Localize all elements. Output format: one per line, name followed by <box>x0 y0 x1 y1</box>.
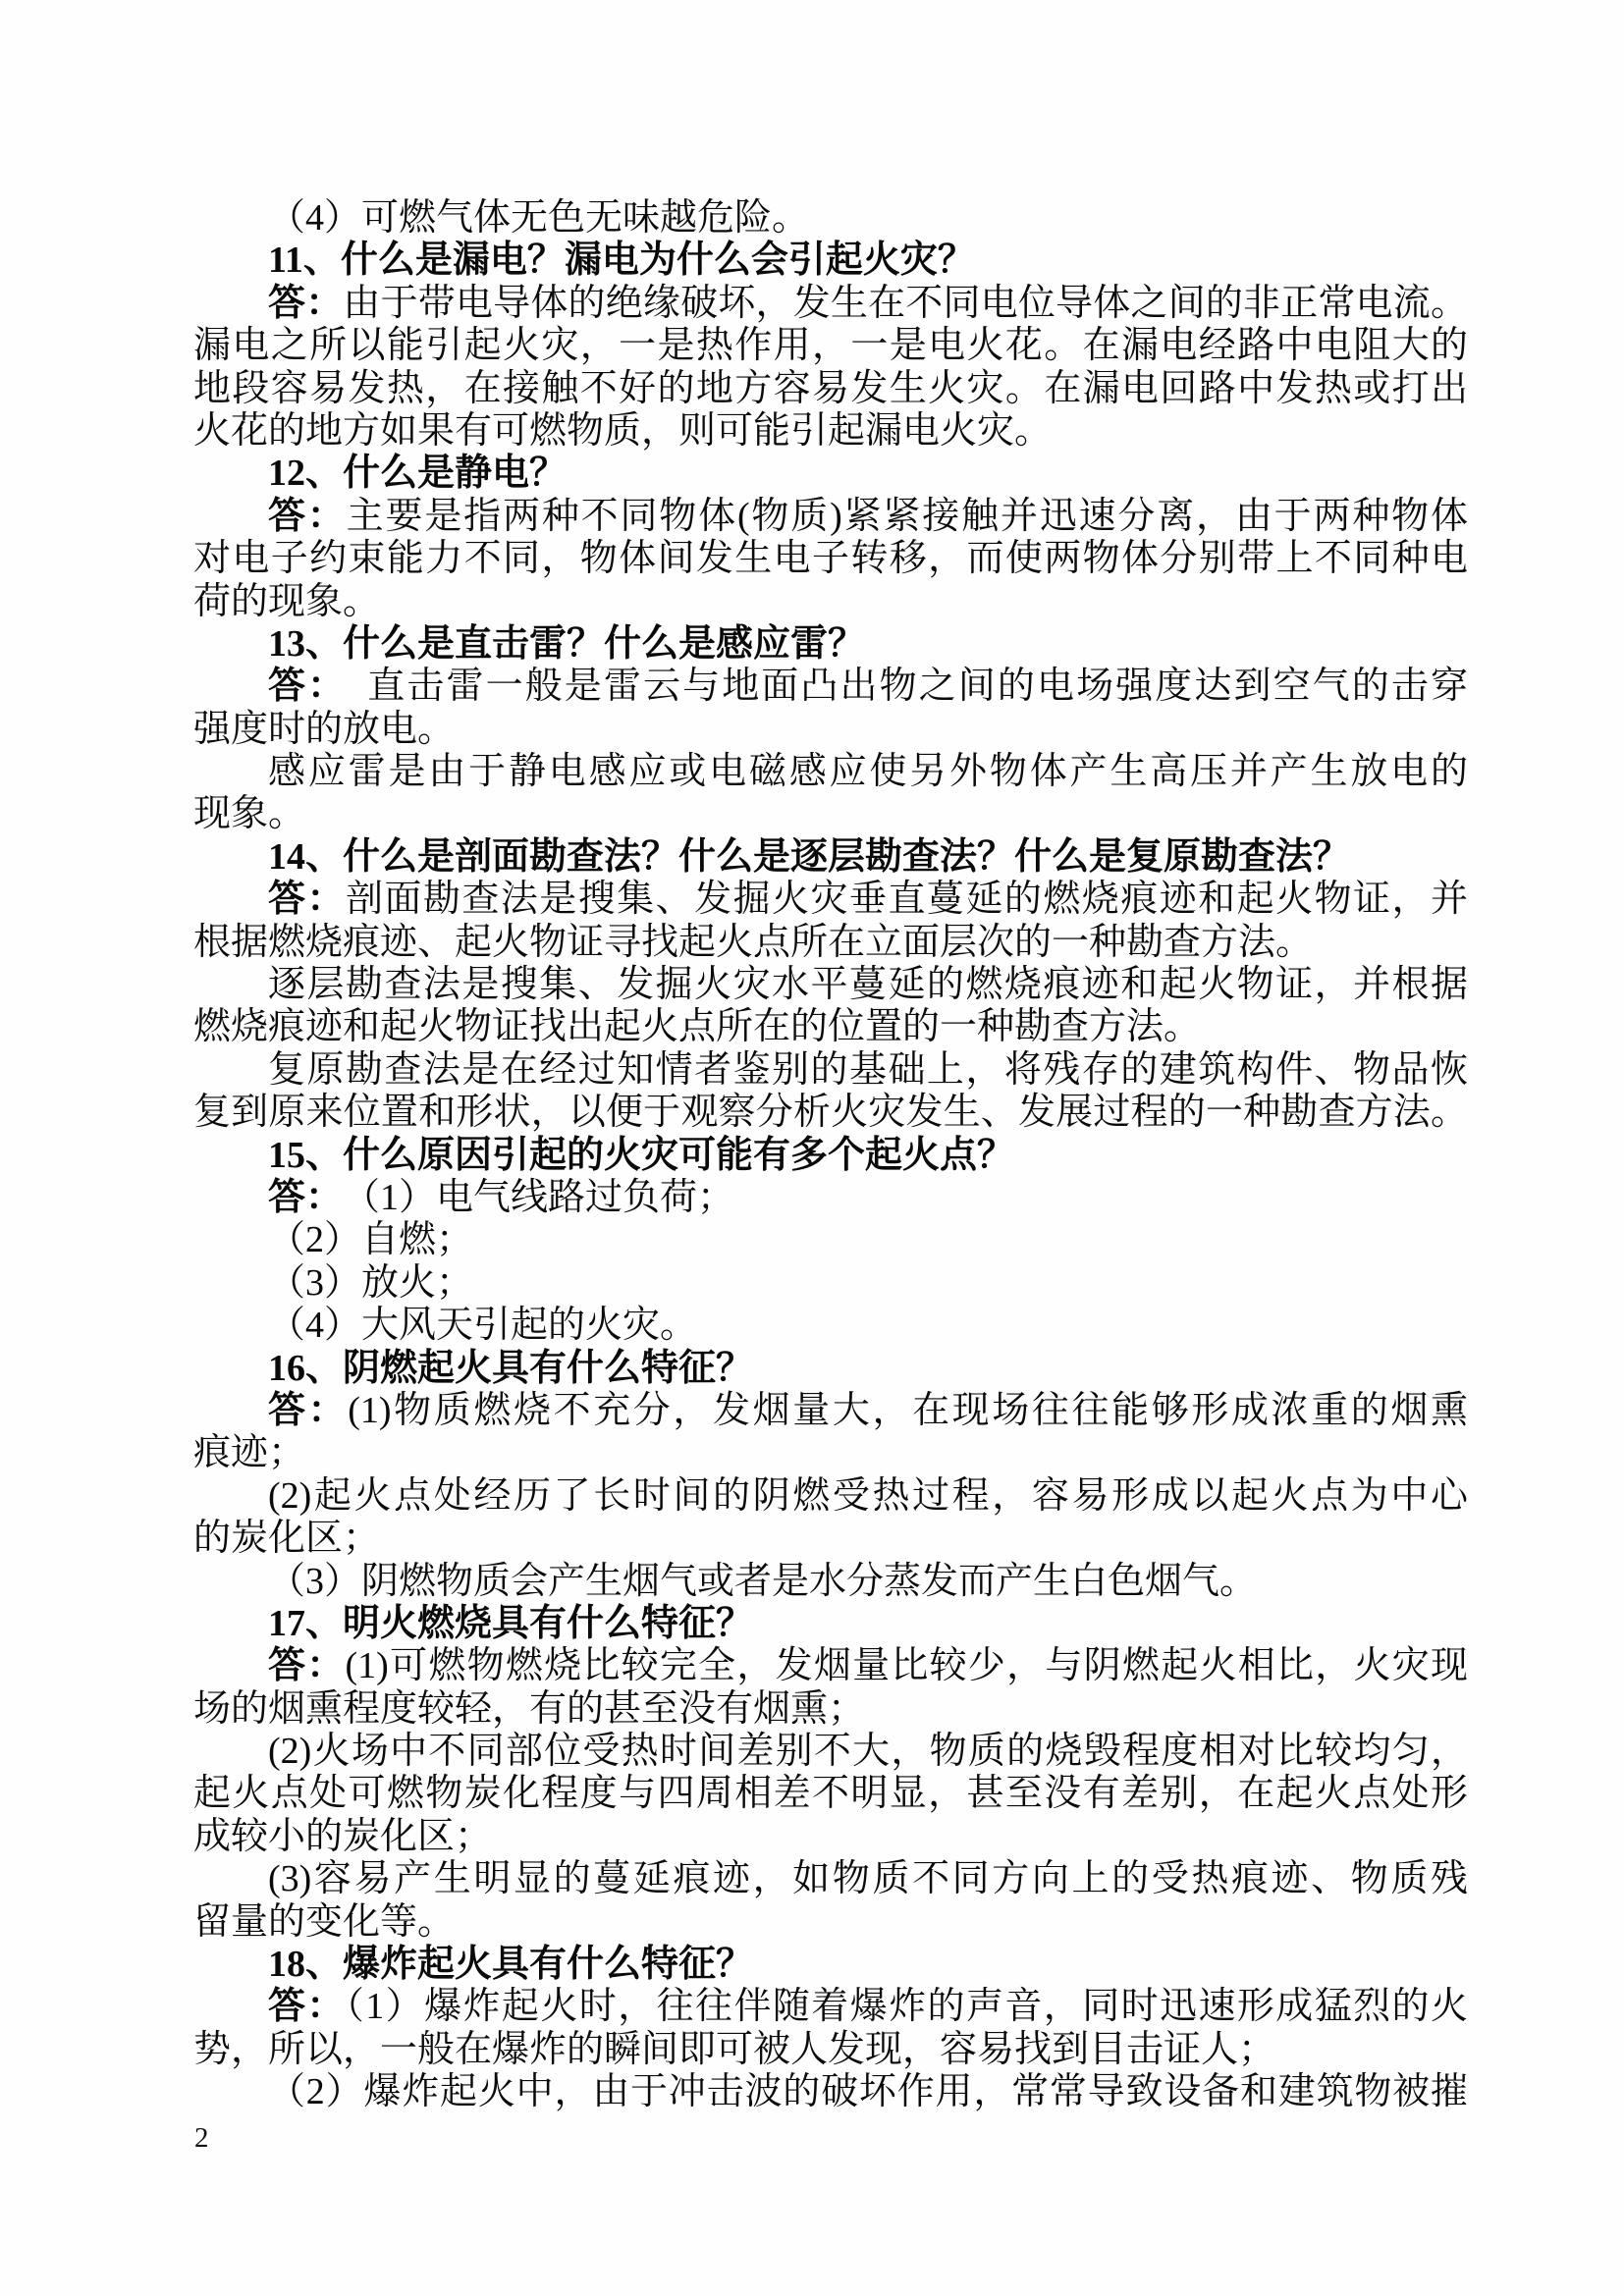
answer-prefix: 答： <box>268 495 347 537</box>
text-line: 答：主要是指两种不同物体(物质)紧紧接触并迅速分离，由于两种物体 <box>268 495 1468 537</box>
text-line: 答： 直击雷一般是雷云与地面凸出物之间的电场强度达到空气的击穿 <box>268 666 1468 708</box>
text-line: 现象。 <box>193 793 306 835</box>
answer-prefix: 答： <box>268 1986 346 2028</box>
text-line: 答：由于带电导体的绝缘破坏，发生在不同电位导体之间的非正常电流。 <box>268 282 1468 324</box>
answer-prefix: 答： <box>268 1176 325 1218</box>
text-line: 痕迹； <box>193 1432 306 1474</box>
text-line: 荷的现象。 <box>193 580 381 622</box>
answer-prefix: 答： <box>268 1389 349 1431</box>
text-line: (2)起火点处经历了长时间的阴燃受热过程，容易形成以起火点为中心 <box>268 1474 1468 1517</box>
question-heading-line: 12、什么是静电？ <box>268 453 568 495</box>
answer-prefix: 答： <box>268 1645 346 1687</box>
text-line: 的炭化区； <box>193 1518 381 1560</box>
text-line: 漏电之所以能引起火灾，一是热作用，一是电火花。在漏电经路中电阻大的 <box>193 325 1468 367</box>
text-line: 成较小的炭化区； <box>193 1815 493 1857</box>
text-line: 根据燃烧痕迹、起火物证寻找起火点所在立面层次的一种勘查方法。 <box>193 921 1314 963</box>
question-heading-line: 18、爆炸起火具有什么特征？ <box>268 1944 754 1986</box>
text-line: 答： （1）电气线路过负荷； <box>268 1176 735 1218</box>
text-line: (2)火场中不同部位受热时间差别不大，物质的烧毁程度相对比较均匀， <box>268 1731 1468 1773</box>
answer-prefix: 答： <box>268 282 344 324</box>
page-number: 2 <box>194 2122 209 2154</box>
answer-prefix: 答： <box>268 879 346 921</box>
text-line: （2）爆炸起火中，由于冲击波的破坏作用，常常导致设备和建筑物被摧 <box>268 2071 1468 2113</box>
text-line: 答：(1)可燃物燃烧比较完全，发烟量比较少，与阴燃起火相比，火灾现 <box>268 1645 1468 1687</box>
text-line: （4）可燃气体无色无味越危险。 <box>268 197 810 239</box>
text-line: （3）阴燃物质会产生烟气或者是水分蒸发而产生白色烟气。 <box>268 1560 1258 1602</box>
text-line: 复原勘查法是在经过知情者鉴别的基础上，将残存的建筑构件、物品恢 <box>268 1048 1468 1091</box>
text-line: 感应雷是由于静电感应或电磁感应使另外物体产生高压并产生放电的 <box>268 751 1468 793</box>
question-heading-line: 14、什么是剖面勘查法？什么是逐层勘查法？什么是复原勘查法？ <box>268 835 1351 878</box>
question-heading-line: 17、明火燃烧具有什么特征？ <box>268 1602 754 1644</box>
text-line: 复到原来位置和形状，以便于观察分析火灾发生、发展过程的一种勘查方法。 <box>193 1092 1468 1134</box>
text-line: 燃烧痕迹和起火物证找出起火点所在的位置的一种勘查方法。 <box>193 1006 1202 1048</box>
text-line: 火花的地方如果有可燃物质，则可能引起漏电火灾。 <box>193 409 1053 452</box>
text-line: 场的烟熏程度较轻，有的甚至没有烟熏； <box>193 1687 866 1730</box>
text-line: 逐层勘查法是搜集、发掘火灾水平蔓延的燃烧痕迹和起火物证，并根据 <box>268 964 1468 1006</box>
question-heading-line: 11、什么是漏电？漏电为什么会引起火灾？ <box>268 240 975 282</box>
text-line: 答：(1)物质燃烧不充分，发烟量大，在现场往往能够形成浓重的烟熏 <box>268 1389 1468 1431</box>
text-line: 答：剖面勘查法是搜集、发掘火灾垂直蔓延的燃烧痕迹和起火物证，并 <box>268 879 1468 921</box>
answer-prefix: 答： <box>268 666 329 708</box>
text-line: 答：（1）爆炸起火时，往往伴随着爆炸的声音，同时迅速形成猛烈的火 <box>268 1986 1468 2028</box>
text-line: 起火点处可燃物炭化程度与四周相差不明显，甚至没有差别，在起火点处形 <box>193 1773 1468 1815</box>
text-line: 留量的变化等。 <box>193 1900 456 1943</box>
text-line: (3)容易产生明显的蔓延痕迹，如物质不同方向上的受热痕迹、物质残 <box>268 1858 1468 1900</box>
question-heading-line: 13、什么是直击雷？什么是感应雷？ <box>268 622 866 665</box>
text-line: 强度时的放电。 <box>193 708 456 750</box>
text-line: 对电子约束能力不同，物体间发生电子转移，而使两物体分别带上不同种电 <box>193 538 1468 580</box>
question-heading-line: 15、什么原因引起的火灾可能有多个起火点？ <box>268 1134 1015 1176</box>
text-line: （4）大风天引起的火灾。 <box>268 1305 698 1347</box>
question-heading-line: 16、阴燃起火具有什么特征？ <box>268 1347 754 1389</box>
text-line: 势，所以，一般在爆炸的瞬间即可被人发现，容易找到目击证人； <box>193 2028 1276 2070</box>
document-text-block <box>193 197 1468 2114</box>
text-line: （3）放火； <box>268 1261 474 1304</box>
text-line: （2）自燃； <box>268 1219 474 1261</box>
text-line: 地段容易发热，在接触不好的地方容易发生火灾。在漏电回路中发热或打出 <box>193 367 1468 409</box>
